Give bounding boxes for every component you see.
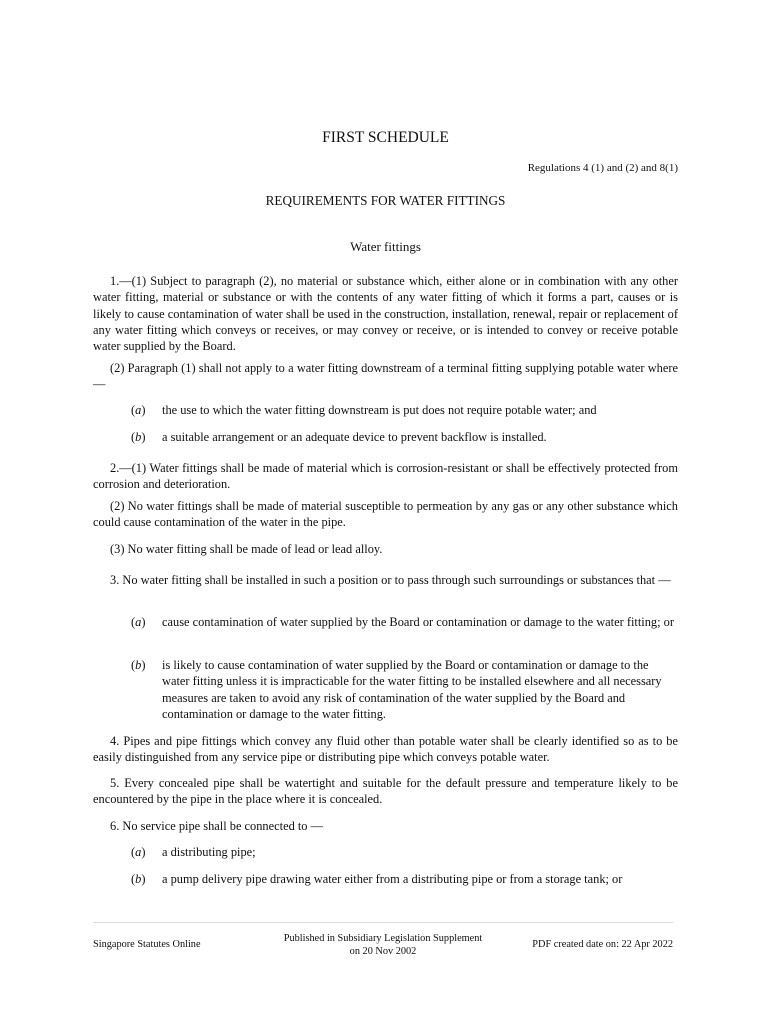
item-text: a suitable arrangement or an adequate device to prevent backflow is installed.	[162, 430, 547, 444]
item-text: the use to which the water fitting downstream is put does not require potable water; and	[162, 403, 597, 417]
item-text: cause contamination of water supplied by the Board or contamination or damage to the water fitting; or	[162, 615, 674, 629]
item-label: b	[135, 658, 142, 672]
regulations-reference: Regulations 4 (1) and (2) and 8(1)	[527, 162, 678, 174]
list-item-1-a: (a) the use to which the water fitting downstream is put does not require potable water; and	[131, 402, 678, 418]
paragraph-2-2: (2) No water fittings shall be made of material susceptible to permeation by any gas or any other substance which could cause contamination of the water in the pipe.	[93, 499, 678, 530]
section-heading: REQUIREMENTS FOR WATER FITTINGS	[265, 193, 506, 208]
section-subheading: Water fittings	[350, 239, 421, 254]
list-item-6-a: (a) a distributing pipe;	[131, 844, 678, 860]
paragraph-3: 3. No water fitting shall be installed in such a position or to pass through such surroundings or substances that —	[110, 573, 671, 587]
paragraph-2-3: (3) No water fitting shall be made of lead or lead alloy.	[110, 542, 383, 556]
paragraph-2-1: 2.—(1) Water fittings shall be made of material which is corrosion-resistant or shall be effectively protected from corrosion and deterioration.	[93, 461, 678, 492]
item-text: a distributing pipe;	[162, 845, 256, 859]
item-label: a	[135, 845, 142, 859]
footer-publication-line1: Published in Subsidiary Legislation Supplement	[283, 933, 483, 944]
footer-divider	[93, 922, 673, 923]
footer-publication	[263, 933, 503, 958]
item-text: a pump delivery pipe drawing water either from a distributing pipe or from a storage tank; or	[162, 872, 623, 886]
footer-publication-line2: on 20 Nov 2002	[349, 945, 417, 957]
list-item-1-b: (b) a suitable arrangement or an adequate device to prevent backflow is installed.	[131, 429, 678, 445]
paragraph-1-2: (2) Paragraph (1) shall not apply to a water fitting downstream of a terminal fitting supplying potable water where —	[93, 361, 678, 392]
paragraph-6: 6. No service pipe shall be connected to —	[110, 819, 323, 833]
page-title: FIRST SCHEDULE	[322, 129, 449, 146]
document-page	[93, 0, 678, 1024]
item-label: a	[135, 615, 142, 629]
paragraph-1-1: 1.—(1) Subject to paragraph (2), no material or substance which, either alone or in combination with any other water fitting, material or substance or with the contents of any water fitting of which it forms a part, causes or is likely to cause contamination of water shall be used in the construction, installation, renewal, repair or replacement of any water fitting which conveys or receives, or may convey or receive, or is intended to convey or receive potable water supplied by the Board.	[93, 274, 678, 354]
paragraph-5: 5. Every concealed pipe shall be watertight and suitable for the default pressure and temperature likely to be encountered by the pipe in the place where it is concealed.	[93, 776, 678, 807]
list-item-6-b: (b) a pump delivery pipe drawing water either from a distributing pipe or from a storage tank; or	[131, 871, 678, 887]
item-text: is likely to cause contamination of water supplied by the Board or contamination or damage to the water fitting unless it is impracticable for the water fitting to be installed elsewhere and all necessary measures are taken to avoid any risk of contamination of the water supplied by the Board and contamination or damage to the water fitting.	[162, 658, 662, 721]
list-item-3-a: (a) cause contamination of water supplied by the Board or contamination or damage to the water fitting; or	[131, 614, 678, 630]
item-label: a	[135, 403, 142, 417]
footer-source: Singapore Statutes Online	[93, 939, 201, 950]
footer-created-date: PDF created date on: 22 Apr 2022	[532, 939, 673, 950]
paragraph-4: 4. Pipes and pipe fittings which convey any fluid other than potable water shall be clearly identified so as to be easily distinguished from any service pipe or distributing pipe which conveys potable water.	[93, 734, 678, 765]
item-label: b	[135, 872, 142, 886]
item-label: b	[135, 430, 142, 444]
list-item-3-b: (b) is likely to cause contamination of water supplied by the Board or contamination or damage to the water fitting unless it is impracticable for the water fitting to be installed elsewhere and all necessary measures are taken to avoid any risk of contamination of the water supplied by the Board and contamination or damage to the water fitting.	[131, 657, 678, 722]
